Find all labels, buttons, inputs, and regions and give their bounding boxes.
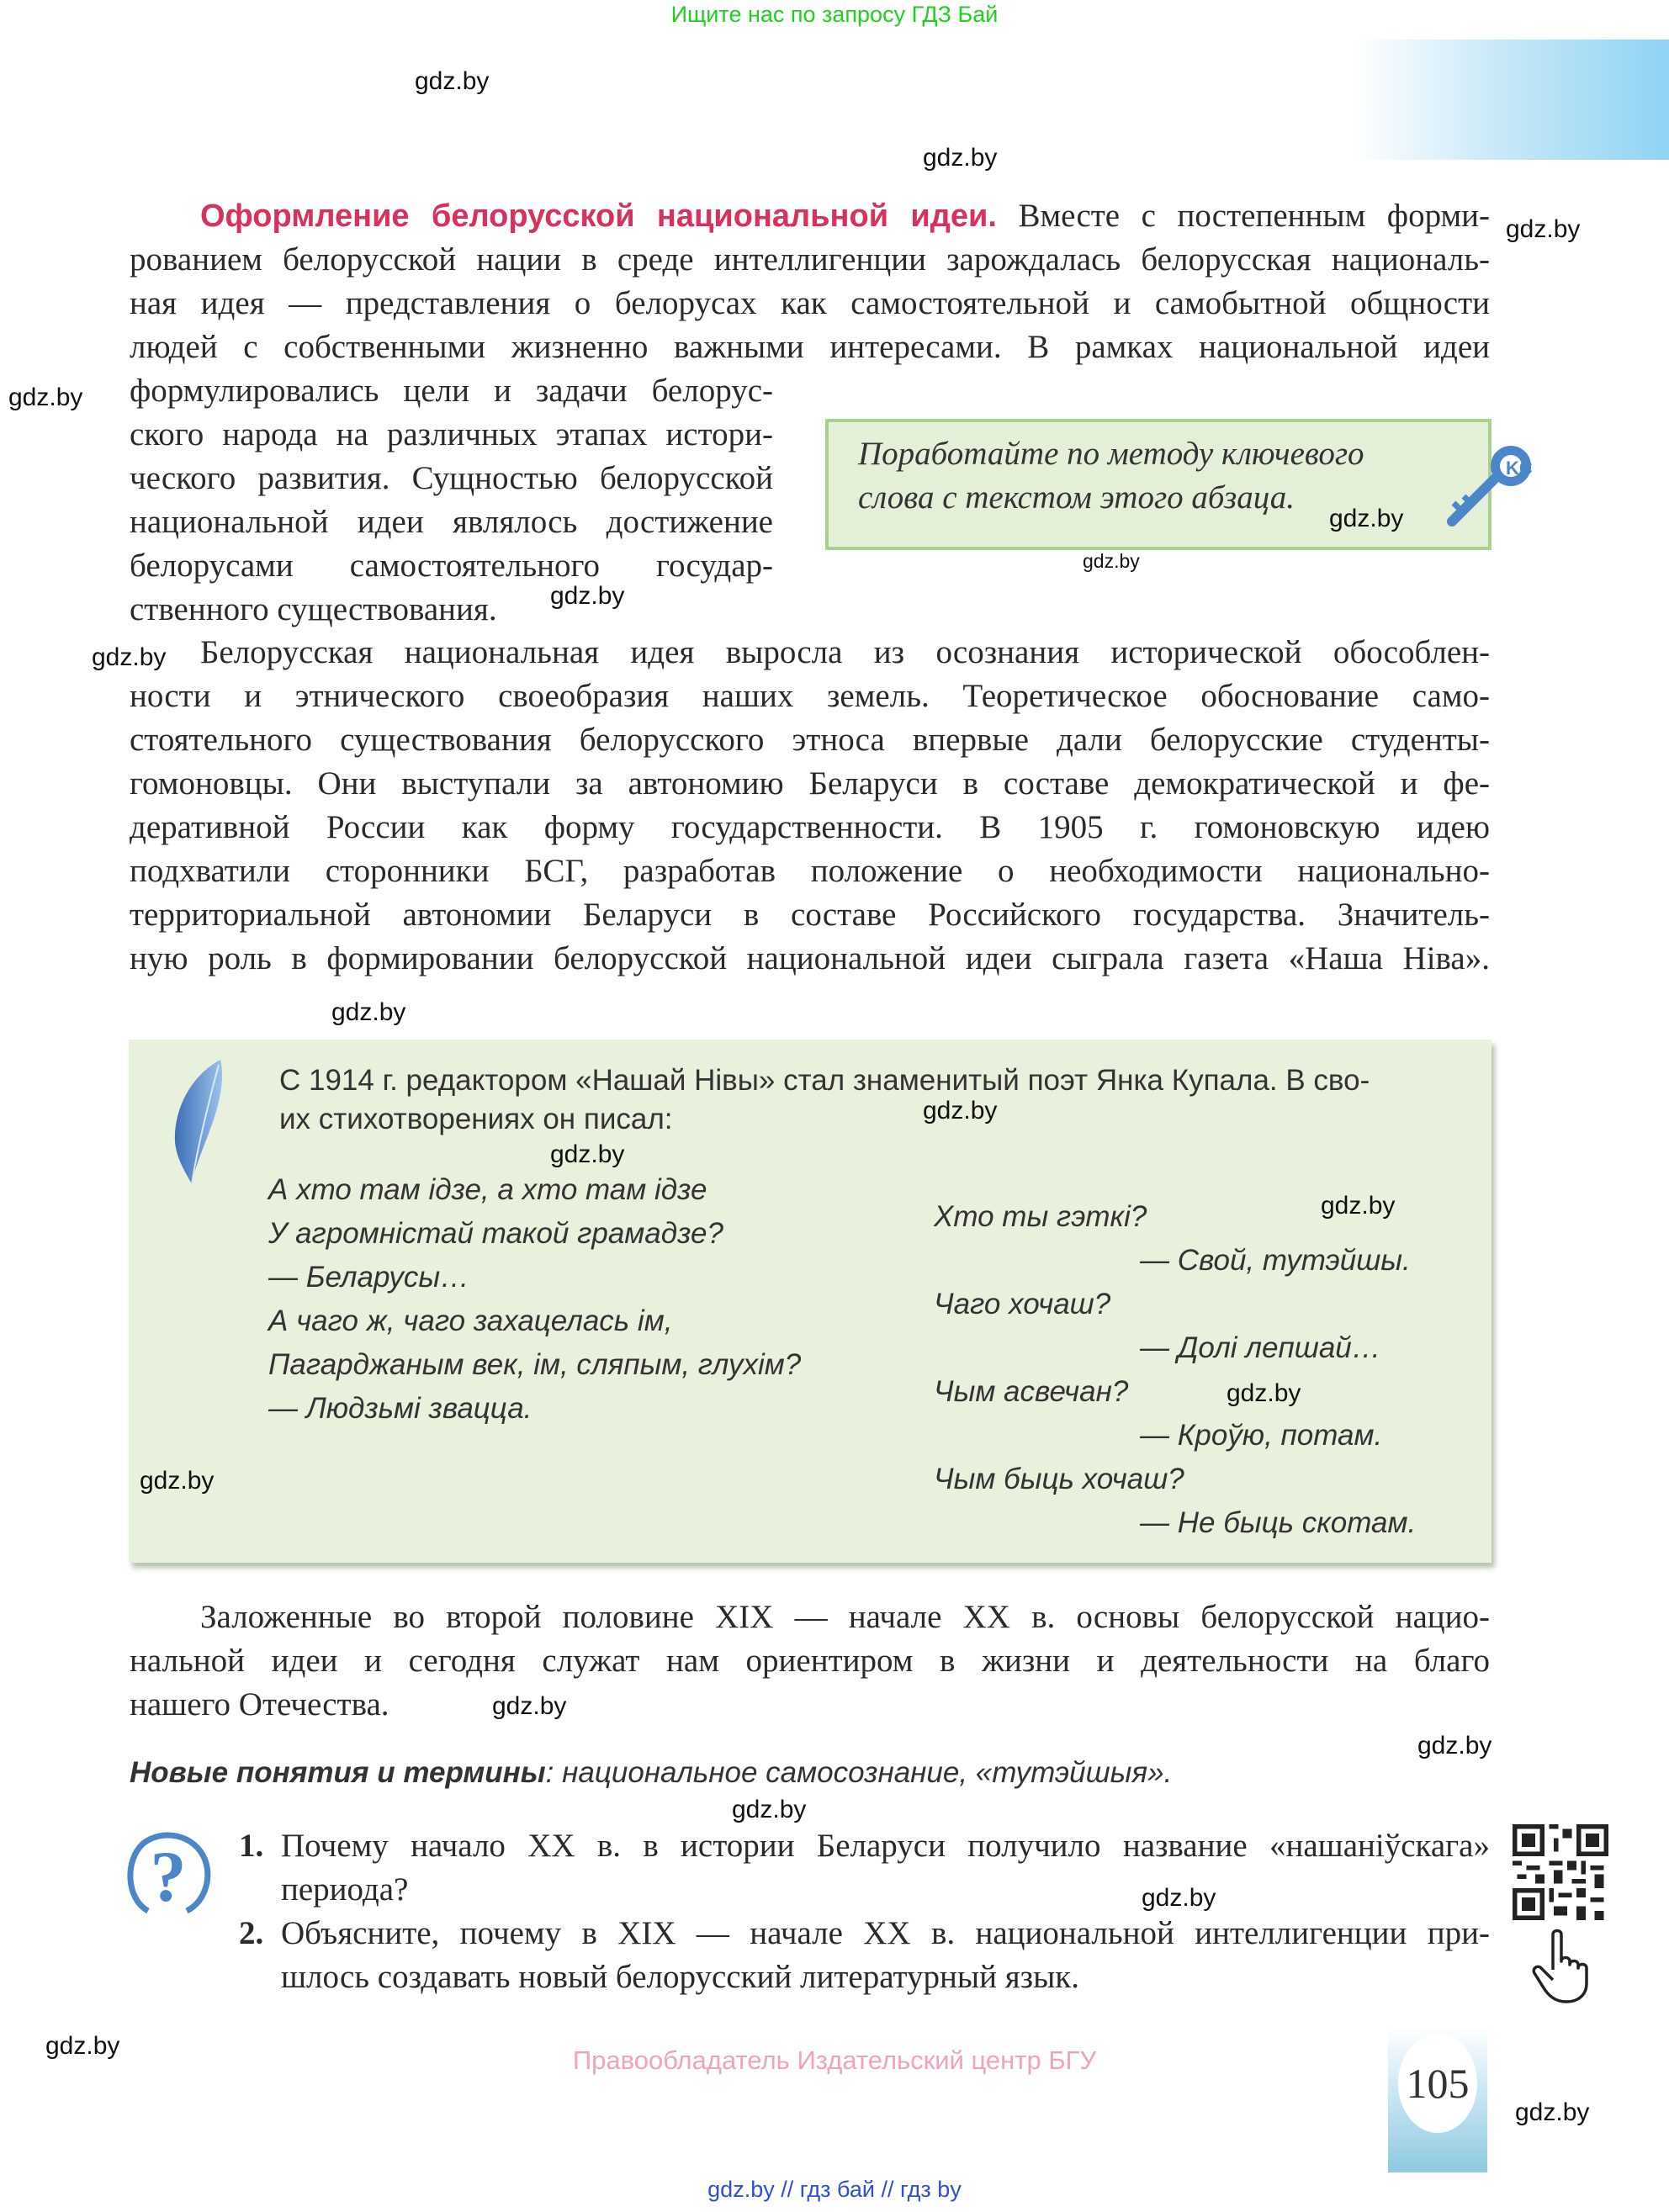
poem-answer: — Долі лепшай… bbox=[1140, 1331, 1381, 1364]
watermark: gdz.by bbox=[1321, 1192, 1396, 1220]
poem-line: Пагарджаным век, ім, сляпым, глухім? bbox=[268, 1348, 802, 1381]
question-line: периода? bbox=[281, 1871, 409, 1908]
watermark: gdz.by bbox=[1506, 215, 1581, 243]
poem-line: — Беларусы… bbox=[268, 1261, 470, 1294]
paragraph-line: ческого развития. Сущностью белорусской bbox=[130, 460, 773, 496]
poem-line: А хто там ідзе, а хто там ідзе bbox=[268, 1173, 707, 1206]
poem-answer: — Свой, тутэйшы. bbox=[1140, 1244, 1411, 1277]
watermark: gdz.by bbox=[45, 2032, 120, 2060]
qr-code[interactable] bbox=[1513, 1823, 1608, 1921]
link-separator: // bbox=[781, 2177, 794, 2202]
callout-line: Поработайте по методу ключевого bbox=[858, 436, 1364, 472]
paragraph-line: формулировались цели и задачи белорус- bbox=[130, 373, 773, 409]
paragraph-line: национальной идеи являлось достижение bbox=[130, 504, 773, 540]
watermark: gdz.by bbox=[92, 643, 167, 671]
new-terms-text: : национальное самосознание, «тутэйшыя». bbox=[545, 1756, 1173, 1789]
question-line: Объясните, почему в XIX — начале XX в. национальной интеллигенции при- bbox=[281, 1915, 1490, 1951]
infobox-intro-line: С 1914 г. редактором «Нашай Нівы» стал знаменитый поэт Янка Купала. В сво- bbox=[279, 1064, 1370, 1097]
question-icon bbox=[123, 1827, 214, 1918]
watermark: gdz.by bbox=[550, 1140, 625, 1168]
section-heading: Оформление белорусской национальной идеи. bbox=[200, 198, 997, 234]
poem-line: — Людзьмі звацца. bbox=[268, 1392, 532, 1425]
paragraph-line: нашего Отечества. bbox=[130, 1686, 389, 1723]
watermark: gdz.by bbox=[1417, 1732, 1492, 1760]
page-number: 105 bbox=[1398, 2034, 1477, 2133]
paragraph-line: ности и этнического своеобразия наших земель. Теоретическое обоснование само- bbox=[130, 678, 1490, 714]
paragraph-line: деративной России как форму государственности. В 1905 г. гомоновскую идею bbox=[130, 809, 1490, 845]
poem-question: Чым быць хочаш? bbox=[934, 1463, 1184, 1495]
watermark: gdz.by bbox=[331, 998, 406, 1026]
paragraph-line: Белорусская национальная идея выросла из осознания исторической обособлен- bbox=[200, 634, 1490, 670]
paragraph-line: Заложенные во второй половине XIX — начале XX в. основы белорусской нацио- bbox=[200, 1599, 1490, 1635]
poem-answer: — Не быць скотам. bbox=[1140, 1506, 1417, 1539]
paragraph-line: стоятельного существования белорусского этноса впервые дали белорусские студенты- bbox=[130, 722, 1490, 758]
svg-text:?: ? bbox=[150, 1836, 187, 1917]
search-banner[interactable]: Ищите нас по запросу ГДЗ Бай bbox=[670, 2, 999, 27]
watermark: gdz.by bbox=[1083, 550, 1140, 572]
watermark: gdz.by bbox=[8, 384, 83, 411]
watermark: gdz.by bbox=[1227, 1379, 1301, 1407]
key-icon bbox=[1440, 439, 1541, 533]
paragraph-line: гомоновцы. Они выступали за автономию Беларуси в составе демократической и фе- bbox=[130, 765, 1490, 802]
infobox-intro-line: их стихотворениях он писал: bbox=[279, 1103, 673, 1135]
poem-question: Чым асвечан? bbox=[934, 1375, 1129, 1408]
bottom-link[interactable]: гдз бай bbox=[799, 2177, 875, 2202]
link-separator: // bbox=[881, 2177, 894, 2202]
question-number: 1. bbox=[239, 1828, 264, 1864]
watermark: gdz.by bbox=[415, 67, 490, 95]
paragraph-line: нальной идеи и сегодня служат нам ориентиром в жизни и деятельности на благо bbox=[130, 1643, 1490, 1679]
watermark: gdz.by bbox=[1515, 2098, 1590, 2126]
paragraph-line: рованием белорусской нации в среде интеллигенции зарождалась белорусская националь- bbox=[130, 241, 1490, 278]
paragraph-line: ского народа на различных этапах истори- bbox=[130, 416, 773, 452]
bottom-link[interactable]: гдз by bbox=[900, 2177, 962, 2202]
paragraph-line: ная идея — представления о белорусах как самостоятельной и самобытной общности bbox=[130, 285, 1490, 321]
watermark: gdz.by bbox=[923, 1097, 998, 1125]
watermark: gdz.by bbox=[550, 582, 625, 610]
bottom-links bbox=[0, 2177, 1669, 2203]
poem-line: У агромністай такой грамадзе? bbox=[268, 1217, 723, 1250]
svg-text:KC: KC bbox=[1506, 458, 1533, 479]
paragraph-line: белорусами самостоятельного государ- bbox=[130, 548, 773, 584]
poem-line: А чаго ж, чаго захацелась ім, bbox=[268, 1304, 673, 1337]
section-heading-line bbox=[200, 194, 1490, 238]
watermark: gdz.by bbox=[492, 1692, 567, 1720]
new-terms-label: Новые понятия и термины bbox=[130, 1756, 546, 1789]
watermark: gdz.by bbox=[1142, 1884, 1216, 1912]
poem-question: Чаго хочаш? bbox=[934, 1288, 1111, 1320]
watermark: gdz.by bbox=[1329, 505, 1404, 532]
callout-line: слова с текстом этого абзаца. bbox=[858, 479, 1295, 516]
watermark: gdz.by bbox=[140, 1467, 215, 1495]
pointing-hand-icon bbox=[1529, 1928, 1598, 2003]
question-line: шлось создавать новый белорусский литературный язык. bbox=[281, 1959, 1079, 1995]
poem-answer: — Кроўю, потам. bbox=[1140, 1419, 1383, 1452]
bottom-link[interactable]: gdz.by bbox=[707, 2177, 775, 2202]
copyright-footer: Правообладатель Издательский центр БГУ bbox=[572, 2045, 1097, 2075]
corner-gradient bbox=[1354, 40, 1669, 160]
paragraph-text: Вместе с постепенным форми- bbox=[1018, 198, 1491, 234]
question-number: 2. bbox=[239, 1915, 264, 1951]
watermark: gdz.by bbox=[923, 144, 998, 172]
feather-icon bbox=[167, 1058, 230, 1189]
new-terms bbox=[130, 1751, 1172, 1795]
poem-question: Хто ты гэткі? bbox=[934, 1200, 1147, 1233]
question-line: Почему начало XX в. в истории Беларуси получило название «нашаніўскага» bbox=[281, 1828, 1490, 1864]
paragraph-line: территориальной автономии Беларуси в составе Российского государства. Значитель- bbox=[130, 897, 1490, 933]
watermark: gdz.by bbox=[732, 1796, 807, 1823]
paragraph-line: людей с собственными жизненно важными интересами. В рамках национальной идеи bbox=[130, 329, 1490, 365]
paragraph-line: ную роль в формировании белорусской национальной идеи сыграла газета «Наша Ніва». bbox=[130, 940, 1490, 976]
paragraph-line: подхватили сторонники БСГ, разработав положение о необходимости национально- bbox=[130, 853, 1490, 889]
paragraph-line: ственного существования. bbox=[130, 591, 497, 627]
